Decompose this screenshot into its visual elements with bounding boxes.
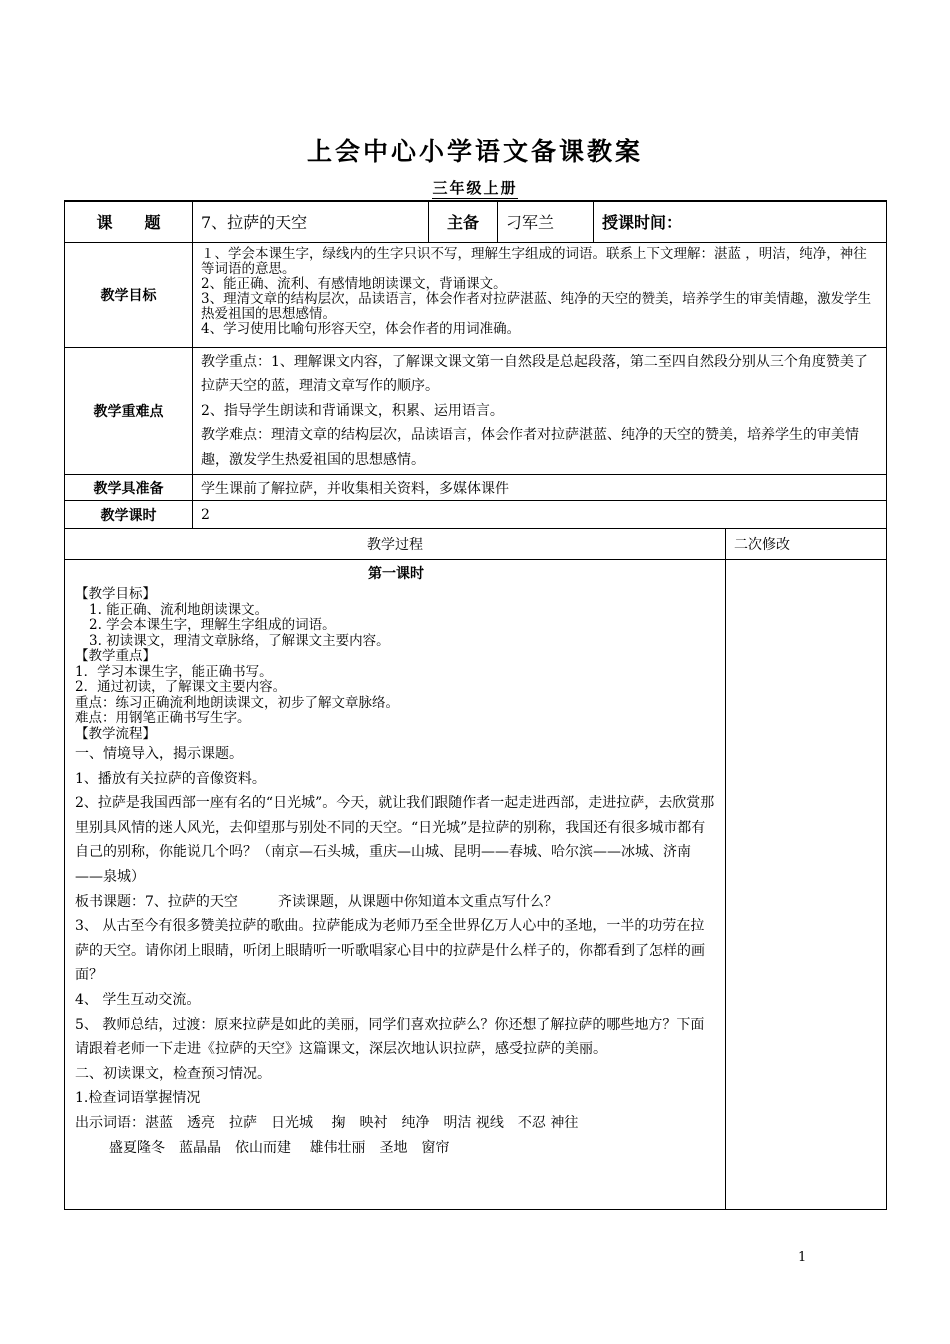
goals-line-1: １、学会本课生字，绿线内的生字只识不写，理解生字组成的词语。联系上下文理解：湛蓝 ，明洁，纯净，神往等词语的意思。 [201,245,867,277]
hours-value: 2 [193,501,887,529]
section-heading-flow: 【教学流程】 [75,725,156,742]
process-header-row [65,529,887,560]
process-body-row [65,560,887,1210]
hours-row [65,501,887,529]
process-content [65,560,726,1210]
teaching-time-label: 授课时间： [594,201,887,242]
hours-label: 教学课时 [65,501,193,529]
key-points-line-3: 教学难点：理清文章的结构层次，品读语言，体会作者对拉萨湛蓝、纯净的天空的赞美，培养学生的审美情趣，激发学生热爱祖国的思想感情。 [201,427,859,468]
key-points-row [65,347,887,475]
process-key-1: 1．学习本课生字，能正确书写。 [75,663,273,680]
process-key-3: 重点：练习正确流利地朗读课文，初步了解文章脉络。 [75,694,399,711]
key-points-line-1: 教学重点：1、理解课文内容，了解课文课文第一自然段是总起段落，第二至四自然段分别从三个角度赞美了拉萨天空的蓝，理清文章写作的顺序。 [201,353,868,394]
materials-label: 教学具准备 [65,475,193,501]
materials-row [65,475,887,501]
key-points-content [193,347,887,475]
section-heading-goals: 【教学目标】 [75,586,156,602]
goals-content [193,242,887,347]
section-heading-key: 【教学重点】 [75,648,156,664]
goals-line-2: 2、能正确、流利、有感情地朗读课文，背诵课文。 [201,275,507,292]
board-line [75,890,717,915]
vocab-line-1: 出示词语：湛蓝 透亮 拉萨 日光城 掬 映衬 纯净 明洁 视线 不忍 神往 [75,1114,579,1131]
flow-step-4: 3、 从古至今有很多赞美拉萨的歌曲。拉萨能成为老师乃至全世界亿万人心中的圣地，一半的功劳在拉萨的天空。请你闭上眼睛，听闭上眼睛听一听歌唱家心目中的拉萨是什么样子的，你都看到了怎样的画面？ [75,918,705,984]
document-title: 上会中心小学语文备课教案 [306,137,643,166]
process-goal-3: 3. 初读课文，理清文章脉络，了解课文主要内容。 [89,632,390,649]
page-number: 1 [798,1250,807,1265]
goals-label: 教学目标 [65,242,193,347]
goals-line-4: 4、学习使用比喻句形容天空，体会作者的用词准确。 [201,320,521,337]
topic-row [65,201,887,242]
flow-step-2: 1、播放有关拉萨的音像资料。 [75,770,266,787]
process-goal-2: 2. 学会本课生字，理解生字组成的词语。 [89,617,336,633]
preparer-label: 主备 [429,201,498,242]
goals-line-3: 3、理清文章的结构层次，品读语言，体会作者对拉萨湛蓝、纯净的天空的赞美，培养学生的审美情趣，激发学生热爱祖国的思想感情。 [201,290,872,322]
key-points-label: 教学重难点 [65,347,193,475]
key-points-line-2: 2、指导学生朗读和背诵课文，积累、运用语言。 [201,402,504,419]
vocab-line-2: 盛夏隆冬 蓝晶晶 依山而建 雄伟壮丽 圣地 窗帘 [109,1139,450,1156]
flow-step-5: 4、 学生互动交流。 [75,991,201,1008]
preparer-value: 刁军兰 [498,201,594,242]
process-key-2: 2．通过初读，了解课文主要内容。 [75,679,287,695]
materials-value: 学生课前了解拉萨，并收集相关资料，多媒体课件 [193,475,887,501]
process-goal-1: 1. 能正确、流利地朗读课文。 [89,601,269,618]
process-key-4: 难点：用钢笔正确书写生字。 [75,710,251,726]
topic-label: 课 题 [65,201,193,242]
goals-row [65,242,887,347]
revision-header: 二次修改 [726,529,887,560]
lesson-title: 第一课时 [368,566,424,582]
board-title: 板书课题：7、拉萨的天空 [75,893,238,910]
document-subtitle [0,177,950,198]
topic-value: 7、拉萨的天空 [193,201,429,242]
revision-content [726,560,887,1210]
flow-step-7: 二、初读课文，检查预习情况。 [75,1065,271,1082]
lesson-plan-table [64,200,887,1210]
flow-step-1: 一、情境导入，揭示课题。 [75,746,243,762]
subtitle-text: 三年级上册 [432,179,518,197]
board-question: 齐读课题，从课题中你知道本文重点写什么？ [277,893,558,910]
process-header: 教学过程 [65,529,726,560]
flow-step-8: 1.检查词语掌握情况 [75,1090,201,1107]
flow-step-3: 2、拉萨是我国西部一座有名的“日光城”。今天，就让我们跟随作者一起走进西部，走进拉萨，去欣赏那里别具风情的迷人风光，去仰望那与别处不同的天空。“日光城”是拉萨的别称，我国还有很多城市都有自己的别称，你能说几个吗？（南京—石头城，重庆—山城、昆明——春城、哈尔滨——冰城、济南——泉城） [75,795,715,885]
flow-step-6: 5、 教师总结，过渡：原来拉萨是如此的美丽，同学们喜欢拉萨么？你还想了解拉萨的哪些地方？下面请跟着老师一下走进《拉萨的天空》这篇课文，深层次地认识拉萨，感受拉萨的美丽。 [75,1016,705,1058]
